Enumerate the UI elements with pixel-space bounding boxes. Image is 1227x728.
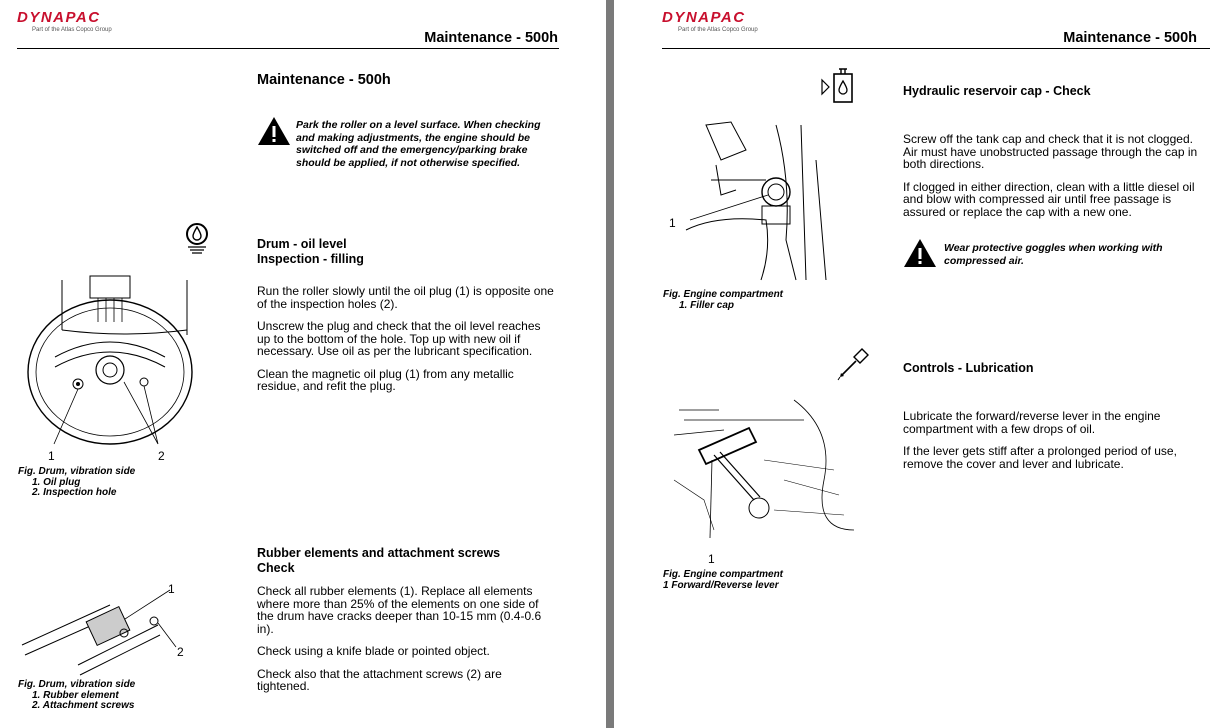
left-page xyxy=(0,0,606,728)
paragraph: If the lever gets stiff after a prolonged period of use, remove the cover and lever and lubricate. xyxy=(903,444,1177,471)
controls-lubrication-title: Controls - Lubrication xyxy=(903,361,1034,375)
engine-compartment-figure xyxy=(676,120,856,290)
hydraulic-cap-title: Hydraulic reservoir cap - Check xyxy=(903,84,1091,98)
section-title: Maintenance - 500h xyxy=(257,72,391,88)
right-page xyxy=(614,0,1227,728)
drum-figure xyxy=(20,272,210,457)
paragraph: Check all rubber elements (1). Replace all elements where more than 25% of the elements on one side of the drum have cracks deeper than 10-15 mm (0.4-0.6 in). xyxy=(257,584,542,636)
caption-title: Fig. Drum, vibration side xyxy=(18,679,136,690)
paragraph: Run the roller slowly until the oil plug (1) is opposite one of the inspection holes (2). xyxy=(257,284,554,311)
figure-caption xyxy=(18,680,135,712)
rubber-elements-body xyxy=(257,585,557,703)
callout-1: 1 xyxy=(669,216,676,230)
callout-1: 1 xyxy=(168,582,175,596)
dynapac-logo: DYNAPAC xyxy=(17,9,101,26)
paragraph: Unscrew the plug and check that the oil level reaches up to the bottom of the hole. Top up with new oil if necessary. Use oil as per the lubricant specification. xyxy=(257,319,541,358)
callout-1: 1 xyxy=(708,552,715,566)
caption-title: Fig. Engine compartment xyxy=(663,569,784,580)
figure-caption xyxy=(663,290,783,311)
caption-item: 1 Forward/Reverse lever xyxy=(663,579,779,591)
drum-oil-title-line2: Inspection - filling xyxy=(257,252,364,266)
drum-oil-title xyxy=(257,237,364,267)
paragraph: Check using a knife blade or pointed object. xyxy=(257,644,490,658)
caption-item: 1. Rubber element xyxy=(32,689,119,701)
header-title: Maintenance - 500h xyxy=(1063,30,1197,46)
logo-tagline: Part of the Atlas Copco Group xyxy=(678,27,758,33)
drum-oil-title-line1: Drum - oil level xyxy=(257,237,347,251)
paragraph: Clean the magnetic oil plug (1) from any metallic residue, and refit the plug. xyxy=(257,366,514,393)
caption-item: 2. Inspection hole xyxy=(32,487,117,498)
header-rule xyxy=(662,48,1210,49)
caption-item: 2. Attachment screws xyxy=(32,700,135,711)
logo-tagline: Part of the Atlas Copco Group xyxy=(32,27,112,33)
rubber-figure xyxy=(20,585,180,680)
paragraph: If clogged in either direction, clean with a little diesel oil and blow with compressed air until free passage is assured or replace the cap with a new one. xyxy=(903,179,1195,219)
oil-level-icon xyxy=(183,222,211,261)
warning-icon xyxy=(257,116,291,151)
rubber-title-line2: Check xyxy=(257,561,295,575)
caption-item: 1. Filler cap xyxy=(679,299,735,311)
warning-icon xyxy=(903,238,937,273)
warning-text: Wear protective goggles when working with compressed air. xyxy=(944,242,1163,267)
page-gutter xyxy=(606,0,614,728)
paragraph: Check also that the attachment screws (2) are tightened. xyxy=(257,666,502,693)
lubrication-icon xyxy=(836,347,870,386)
lever-figure xyxy=(664,400,859,545)
figure-caption xyxy=(663,570,783,591)
paragraph: Lubricate the forward/reverse lever in the engine compartment with a few drops of oil. xyxy=(903,409,1161,436)
caption-title: Fig. Engine compartment xyxy=(663,289,784,300)
hydraulic-reservoir-icon xyxy=(820,68,856,109)
rubber-elements-title xyxy=(257,546,500,576)
caption-item: 1. Oil plug xyxy=(32,476,81,488)
callout-2: 2 xyxy=(177,645,184,659)
callout-1: 1 xyxy=(48,449,55,463)
callout-2: 2 xyxy=(158,449,165,463)
warning-text: Park the roller on a level surface. When checking and making adjustments, the engine should be switched off and the emergency/parking brake should be applied, if not otherwise specified. xyxy=(296,119,541,169)
drum-oil-body xyxy=(257,285,557,403)
caption-title: Fig. Drum, vibration side xyxy=(18,466,136,477)
header-rule xyxy=(17,48,559,49)
paragraph: Screw off the tank cap and check that it is not clogged. Air must have unobstructed passage through the cap in both directions. xyxy=(903,132,1198,171)
header-title: Maintenance - 500h xyxy=(424,30,558,46)
figure-caption xyxy=(18,467,135,499)
dynapac-logo: DYNAPAC xyxy=(662,9,746,26)
hydraulic-cap-body xyxy=(903,133,1203,228)
controls-lubrication-body xyxy=(903,410,1203,480)
rubber-title-line1: Rubber elements and attachment screws xyxy=(257,546,501,560)
